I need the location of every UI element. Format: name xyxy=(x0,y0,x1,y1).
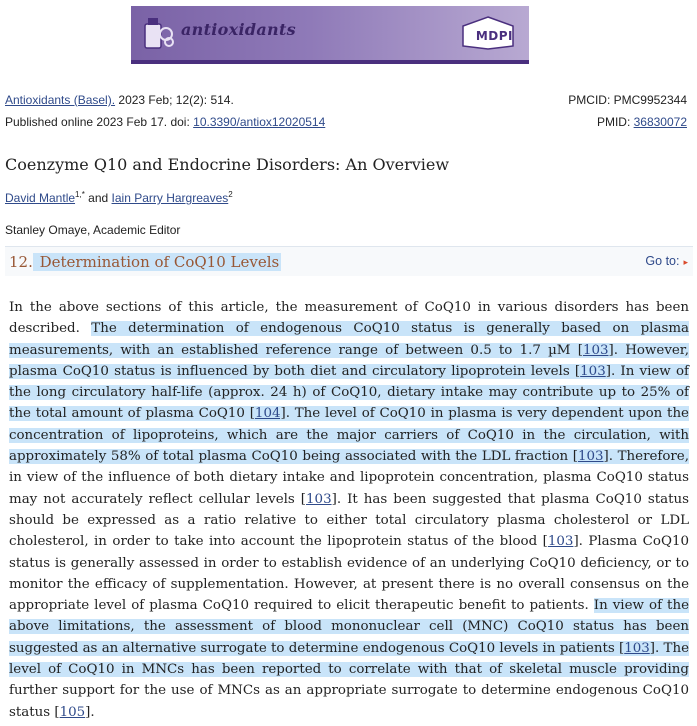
text-span: ]. It has been suggested that plasma CoQ10 status should be expressed as a ratio relative to either total circulatory plasma cholesterol or LDL cholesterol, in order to take into account the lipoprotein status of the blood [ xyxy=(9,491,689,550)
text-span: further support for the use of MNCs as an appropriate surrogate to determine endogenous CoQ10 status [ xyxy=(9,683,689,720)
highlighted-text: The determination of endogenous CoQ10 status is generally based on plasma measurements, with an established reference range of between 0.5 to 1.7 µM [ xyxy=(9,321,690,358)
pmcid: PMCID: PMC9952344 xyxy=(568,93,687,107)
doi-link[interactable]: 10.3390/antiox12020514 xyxy=(193,115,326,129)
citation-link[interactable]: 103 xyxy=(547,534,574,550)
text-span: ]. Plasma CoQ10 status is generally assessed in order to establish evidence of an underlying CoQ10 deficiency, or to monitor the efficacy of supplementation. However, at present there is no overall consensus on the appropriate level of plasma CoQ10 required to elicit therapeutic benefit to patients. xyxy=(9,534,689,614)
section-heading xyxy=(9,253,281,271)
issue-info: 2023 Feb; 12(2): 514. xyxy=(115,93,234,107)
text-span: In the above sections of this article, the measurement of CoQ10 in various disorders has been described. xyxy=(9,300,689,337)
author-separator: and xyxy=(84,191,112,205)
citation-link[interactable]: 105 xyxy=(59,704,86,720)
pmid-link[interactable]: 36830072 xyxy=(633,115,687,129)
section-title: Determination of CoQ10 Levels xyxy=(34,253,280,271)
citation-link[interactable]: 103 xyxy=(577,449,604,465)
published-line xyxy=(5,114,325,130)
academic-editor: Stanley Omaye, Academic Editor xyxy=(5,223,181,237)
journal-name: antioxidants xyxy=(181,20,296,39)
citation-link[interactable]: 103 xyxy=(582,342,609,358)
section-number: 12. xyxy=(9,253,33,271)
flask-logo-icon xyxy=(139,14,177,52)
section-paragraph xyxy=(9,297,689,723)
arrow-right-icon: ▸ xyxy=(683,257,688,267)
section-header-bar xyxy=(5,246,693,276)
citation-link[interactable]: 103 xyxy=(624,640,650,656)
pmid-label: PMID: xyxy=(596,115,634,129)
author-link[interactable]: Iain Parry Hargreaves xyxy=(111,191,229,205)
article-title: Coenzyme Q10 and Endocrine Disorders: An Overview xyxy=(5,155,450,174)
goto-label: Go to: xyxy=(645,254,680,268)
author-list xyxy=(5,190,233,205)
author-affiliation-sup: 1,* xyxy=(75,190,85,199)
citation-link[interactable]: 103 xyxy=(306,491,332,507)
highlighted-text: ]. Therefore, xyxy=(603,449,689,465)
journal-banner[interactable] xyxy=(131,6,529,64)
author-affiliation-sup: 2 xyxy=(228,190,233,199)
citation-link[interactable]: 103 xyxy=(580,363,606,379)
pmid-line xyxy=(597,114,687,130)
author-link[interactable]: David Mantle xyxy=(5,191,76,205)
text-span: ]. xyxy=(85,704,95,720)
citation-link[interactable]: 104 xyxy=(254,406,281,422)
highlighted-text: In view of the above limitations, the assessment of blood mononuclear cell (MNC) CoQ10 status has been suggested as an alternative surrogate to determine endogenous CoQ10 levels in patients [ xyxy=(9,598,689,656)
highlighted-text: ]. The level of CoQ10 in MNCs has been reported to correlate with that of skeletal muscle providing xyxy=(9,640,690,678)
text-span: in view of the influence of both dietary intake and lipoprotein concentration, plasma CoQ10 status may not accurately reflect cellular levels [ xyxy=(9,470,689,507)
highlighted-text: ]. The level of CoQ10 in plasma is very dependent upon the concentration of lipoproteins, which are the major carriers of CoQ10 in the circulation, with approximately 58% of total plasma CoQ10 being associated with the LDL fraction [ xyxy=(9,406,689,465)
journal-link[interactable]: Antioxidants (Basel). xyxy=(5,93,116,107)
goto-button[interactable] xyxy=(645,254,688,268)
published-label: Published online 2023 Feb 17. doi: xyxy=(5,115,194,129)
publisher-name: MDPI xyxy=(475,29,513,43)
highlighted-text: ]. In view of the long circulatory half-life (approx. 24 h) of CoQ10, dietary intake may contribute up to 25% of the total amount of plasma CoQ10 [ xyxy=(9,363,690,422)
highlighted-text: ]. However, plasma CoQ10 status is influenced by both diet and circulatory lipoprotein levels [ xyxy=(9,342,689,379)
citation-line xyxy=(5,92,234,108)
